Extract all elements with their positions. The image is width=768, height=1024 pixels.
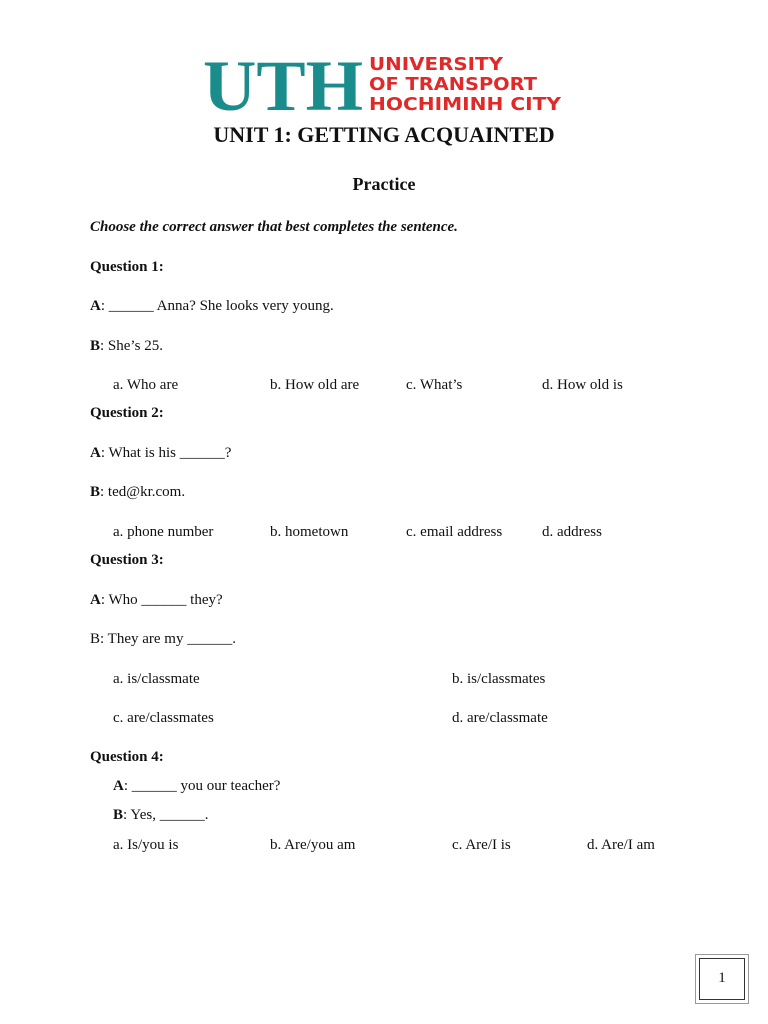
question-2-line-b	[90, 484, 185, 501]
question-3-line-b: B: They are my ______.	[90, 631, 236, 647]
question-4-option-a: a. Is/you is	[113, 837, 179, 853]
question-4-option-c: c. Are/I is	[452, 837, 511, 853]
question-1-line-a	[90, 298, 334, 315]
page-title: UNIT 1: GETTING ACQUAINTED	[213, 122, 555, 147]
question-4-line-a	[113, 778, 280, 795]
question-2-option-d: d. address	[542, 524, 602, 540]
question-3-option-b: b. is/classmates	[452, 671, 546, 687]
question-1-option-b: b. How old are	[270, 377, 360, 393]
question-2-b-text: : ted@kr.com.	[100, 484, 186, 500]
question-1-option-a: a. Who are	[113, 377, 179, 393]
question-1-line-b	[90, 338, 163, 355]
question-2-option-c: c. email address	[406, 524, 503, 540]
question-1-option-d: d. How old is	[542, 377, 623, 393]
speaker-a-label: A	[90, 298, 101, 314]
instruction: Choose the correct answer that best completes the sentence.	[90, 219, 458, 235]
speaker-a-label: A	[113, 778, 124, 794]
question-4-a-text: : ______ you our teacher?	[123, 778, 281, 794]
question-1-b-text: : She’s 25.	[100, 338, 163, 354]
question-3-heading: Question 3:	[90, 552, 164, 568]
question-1-heading: Question 1:	[90, 259, 164, 275]
university-logo	[197, 50, 569, 118]
question-4-option-d: d. Are/I am	[587, 837, 655, 853]
page-subtitle: Practice	[352, 174, 416, 194]
question-3-option-a: a. is/classmate	[113, 671, 200, 687]
speaker-a-label: A	[90, 445, 101, 461]
question-2-option-b: b. hometown	[270, 524, 349, 540]
question-2-line-a	[90, 445, 231, 462]
question-2-option-a: a. phone number	[113, 524, 214, 540]
question-4-line-b	[113, 807, 208, 824]
speaker-b-label: B	[113, 807, 124, 823]
question-4-option-b: b. Are/you am	[270, 837, 356, 853]
question-4-heading: Question 4:	[90, 749, 164, 765]
question-2-a-text: : What is his ______?	[100, 445, 232, 461]
question-3-option-d: d. are/classmate	[452, 710, 548, 726]
speaker-b-label: B	[90, 338, 101, 354]
logo-line-1: UNIVERSITY	[369, 54, 505, 75]
speaker-a-label: A	[90, 592, 101, 608]
logo-line-2: OF TRANSPORT	[369, 74, 538, 95]
page-number-box	[699, 958, 745, 1000]
page-number: 1	[718, 970, 726, 986]
question-1-a-text: : ______ Anna? She looks very young.	[100, 298, 334, 314]
question-3-a-text: : Who ______ they?	[100, 592, 223, 608]
question-3-option-c: c. are/classmates	[113, 710, 214, 726]
speaker-b-label: B	[90, 484, 101, 500]
question-2-heading: Question 2:	[90, 405, 164, 421]
logo-mark: UTH	[203, 50, 363, 118]
question-4-b-text: : Yes, ______.	[123, 807, 209, 823]
logo-line-3: HOCHIMINH CITY	[369, 94, 563, 115]
question-3-line-a	[90, 592, 223, 609]
question-1-option-c: c. What’s	[406, 377, 463, 393]
